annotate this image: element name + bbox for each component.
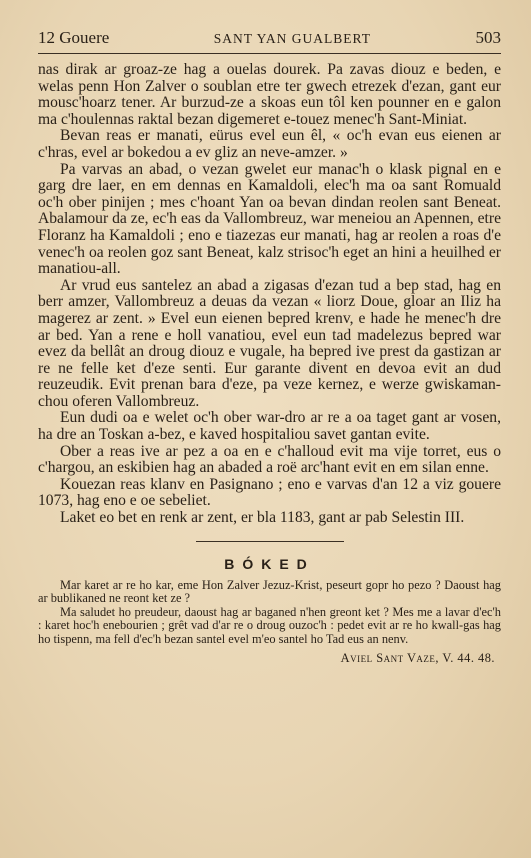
section-divider [196,541,344,542]
page-number: 503 [475,28,501,47]
header-date: 12 Gouere [38,28,110,47]
prayer-paragraph: Mar karet ar re ho kar, eme Hon Zalver Jezuz-Krist, peseurt gopr ho pezo ? Daoust hag ar bublikaned ne reont ket ze ? [38,577,501,606]
paragraph: Laket eo bet en renk ar zent, er bla 1183, gant ar pab Selestin III. [60,509,465,527]
header-title: SANT YAN GUALBERT [213,31,371,46]
paragraph: Ober a reas ive ar pez a oa en e c'halloud evit ma vije torret, eus o c'hargou, an eskibien hag an abaded a roë arc'hant evit en em silan enne. [38,442,501,477]
prayer-text [38,579,501,647]
main-text [38,62,501,527]
section-heading: BÓKED [224,555,315,572]
paragraph: Pa varvas an abad, o vezan gwelet eur manac'h o klask pignal en e garg dre laer, en em dennas en Kamaldoli, elec'h ma oa sant Romuald oc'h ober pinijen ; mes c'hoant Yan oa bevan dindan reolen sant Beneat. Abalamour da ze, ec'h eas da Vallombreuz, war meneiou an Apennen, etre Floranz ha Kamaldoli ; eno e tiazezas eur manati, hag ar reolen a roas d'e venec'h oa reolen goz sant Beneat, kalz strisoc'h eget an hini a heuilhed er manatiou-all. [38,160,501,278]
paragraph: nas dirak ar groaz-ze hag a ouelas dourek. Pa zavas diouz e beden, e welas penn Hon Zalver o soublan etre ter gwech etrezek d'ezan, gant eur mousc'hoarz tener. Ar burzud-ze a skoas eun tôl ken pounner en e galon ma c'houlennas raktal bezan digemeret e-touez menec'h Sant-Miniat. [38,61,501,128]
prayer-paragraph: Ma saludet ho preudeur, daoust hag ar baganed n'hen greont ket ? Mes me a lavar d'ec'h : karet hoc'h enebourien ; grêt vad d'ar re o droug ouzoc'h : pedet evit ar re ho kwall-gas hag ho tispenn, ma fell d'ec'h bezan santel evel m'eo santel ho Tad eus an nenv. [38,604,501,646]
scripture-reference [38,651,501,665]
running-header [38,28,501,54]
paragraph: Bevan reas er manati, eürus evel eun êl, « oc'h evan eus eienen ar c'hras, evel ar bokedou a ev gliz an neve-amzer. » [38,127,501,161]
paragraph: Ar vrud eus santelez an abad a zigasas d'ezan tud a bep stad, hag en berr amzer, Vallombreuz a deuas da vezan « liorz Doue, gloar an Iliz ha magerez ar zent. » Evel eun eienen bepred krenv, e hade he menec'h dre ar bed. Yan a rene e holl vanatiou, evel eun tad madelezus bepred war evez da bellât an droug diouz e vugale, ha bepred ive prest da gastizan ar re ne felle ket d'eze senti. Eur garante divent en devoa evit an dud reuzeudik. Evit prenan bara d'eze, pa veze kernez, e werze gwiskaman-chou oferen Vallombreuz. [38,276,501,410]
paragraph: Eun dudi oa e welet oc'h ober war-dro ar re a oa taget gant ar vosen, ha dre an Toskan a-bez, e kaved hospitaliou savet gantan evite. [38,409,501,444]
scripture-verse: , V. 44. 48. [435,650,495,665]
paragraph: Kouezan reas klanv en Pasignano ; eno e varvas d'an 12 a viz gouere 1073, hag eno e oe sebeliet. [38,475,501,510]
scripture-book: Aviel Sant Vaze [340,650,436,665]
